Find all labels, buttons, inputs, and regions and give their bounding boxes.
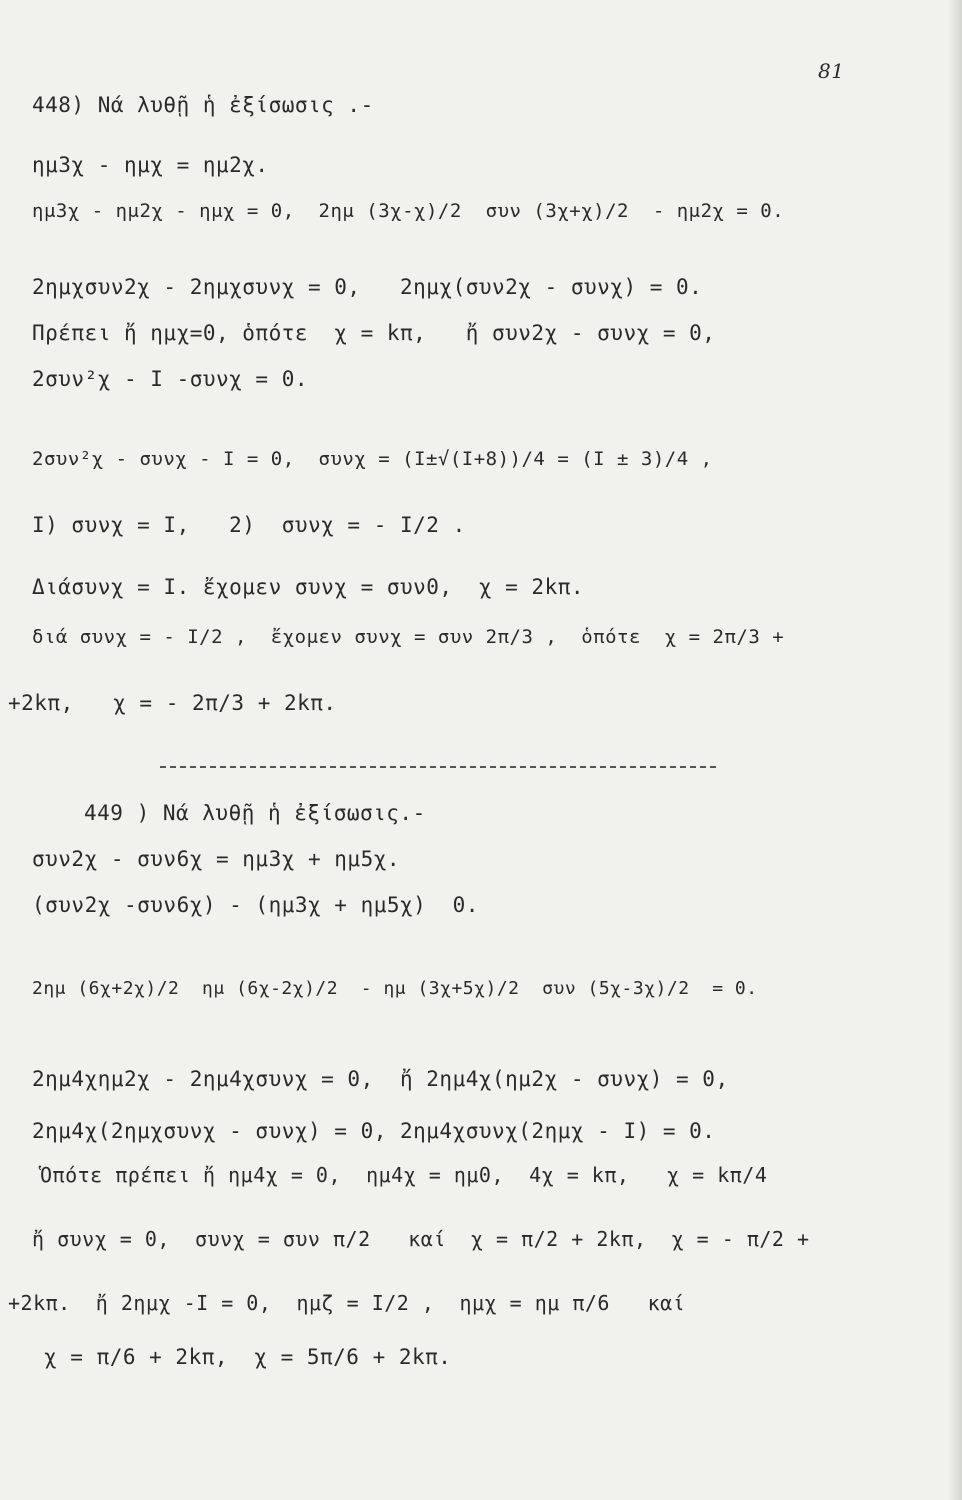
p449-line-4: 2ημ4χημ2χ - 2ημ4χσυνχ = 0, ἤ 2ημ4χ(ημ2χ - συνχ) = 0, — [32, 1067, 729, 1091]
p448-line-7: I) συνχ = I, 2) συνχ = - I/2 . — [32, 513, 466, 537]
page-number: 81 — [818, 59, 845, 83]
p448-line-1: ημ3χ - ημχ = ημ2χ. — [32, 153, 269, 177]
p448-line-10: +2kπ, χ = - 2π/3 + 2kπ. — [8, 691, 337, 715]
p449-line-7: ἤ συνχ = 0, συνχ = συν π/2 καί χ = π/2 + 2kπ, χ = - π/2 + — [32, 1227, 810, 1251]
p448-line-2: ημ3χ - ημ2χ - ημχ = 0, 2ημ (3χ-χ)/2 συν (3χ+χ)/2 - ημ2χ = 0. — [32, 200, 785, 222]
p448-line-5: 2συν²χ - I -συνχ = 0. — [32, 367, 309, 391]
p448-line-6: 2συν²χ - συνχ - I = 0, συνχ = (I±√(I+8))/4 = (I ± 3)/4 , — [32, 448, 713, 470]
p448-line-4: Πρέπει ἤ ημχ=0, ὁπότε χ = kπ, ἤ συν2χ - συνχ = 0, — [32, 321, 716, 345]
p449-line-6: Ὁπότε πρέπει ἤ ημ4χ = 0, ημ4χ = ημ0, 4χ = kπ, χ = kπ/4 — [40, 1163, 768, 1187]
p448-line-8: Διάσυνχ = I. ἔχομεν συνχ = συν0, χ = 2kπ. — [32, 575, 585, 599]
p449-line-1: συν2χ - συν6χ = ημ3χ + ημ5χ. — [32, 847, 401, 871]
problem-448-header: 448) Νά λυθῇ ἡ ἐξίσωσις .- — [32, 93, 374, 117]
problem-449-header: 449 ) Νά λυθῇ ἡ ἐξίσωσις.- — [84, 801, 426, 825]
page-edge-shadow — [948, 0, 962, 1500]
p449-line-3: 2ημ (6χ+2χ)/2 ημ (6χ-2χ)/2 - ημ (3χ+5χ)/2 συν (5χ-3χ)/2 = 0. — [32, 978, 758, 999]
section-divider — [160, 766, 716, 768]
p449-line-2: (συν2χ -συν6χ) - (ημ3χ + ημ5χ) 0. — [32, 893, 479, 917]
p448-line-9: διά συνχ = - I/2 , ἔχομεν συνχ = συν 2π/3 , ὁπότε χ = 2π/3 + — [32, 626, 785, 648]
p449-line-9: χ = π/6 + 2kπ, χ = 5π/6 + 2kπ. — [44, 1345, 452, 1369]
p449-line-8: +2kπ. ἤ 2ημχ -I = 0, ημζ = I/2 , ημχ = ημ π/6 καί — [8, 1291, 686, 1315]
p449-line-5: 2ημ4χ(2ημχσυνχ - συνχ) = 0, 2ημ4χσυνχ(2ημχ - I) = 0. — [32, 1119, 716, 1143]
p448-line-3: 2ημχσυν2χ - 2ημχσυνχ = 0, 2ημχ(συν2χ - συνχ) = 0. — [32, 275, 703, 299]
